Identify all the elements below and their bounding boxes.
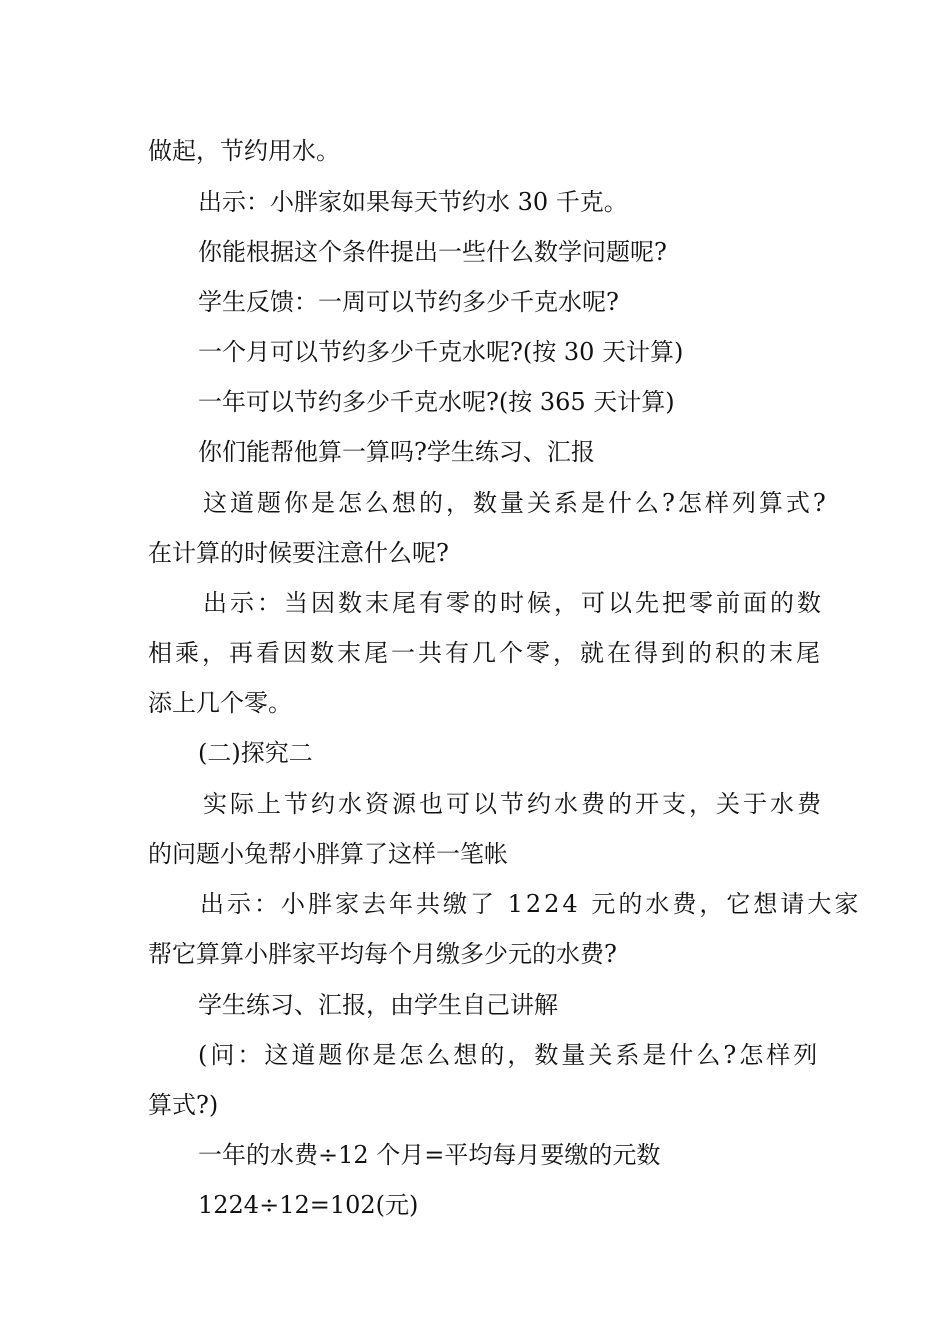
text-line: 这道题你是怎么想的，数量关系是什么?怎样列算式? bbox=[203, 489, 829, 517]
formula-line: 一年的水费÷12 个月=平均每月要缴的元数 bbox=[198, 1141, 661, 1169]
text-line: 你们能帮他算一算吗?学生练习、汇报 bbox=[198, 438, 595, 466]
text-line: 的问题小兔帮小胖算了这样一笔帐 bbox=[148, 840, 508, 868]
text-line: 出示：小胖家去年共缴了 1224 元的水费，它想请大家 bbox=[200, 890, 862, 918]
text-line: 算式?) bbox=[148, 1091, 219, 1119]
text-line: 相乘，再看因数末尾一共有几个零，就在得到的积的末尾 bbox=[148, 639, 823, 667]
text-line: 在计算的时候要注意什么呢? bbox=[148, 539, 449, 567]
text-line: 帮它算算小胖家平均每个月缴多少元的水费? bbox=[148, 940, 617, 968]
text-line: 学生练习、汇报，由学生自己讲解 bbox=[198, 991, 558, 1019]
formula-line: 1224÷12=102(元) bbox=[198, 1191, 419, 1219]
text-line: 一年可以节约多少千克水呢?(按 365 天计算) bbox=[198, 388, 675, 416]
text-line: 做起，节约用水。 bbox=[148, 137, 340, 165]
text-line: (问：这道题你是怎么想的，数量关系是什么?怎样列 bbox=[198, 1041, 821, 1069]
text-line: 添上几个零。 bbox=[148, 689, 292, 717]
text-line: 出示：小胖家如果每天节约水 30 千克。 bbox=[198, 188, 628, 216]
text-line: 实际上节约水资源也可以节约水费的开支，关于水费 bbox=[203, 790, 824, 818]
text-line: 出示：当因数末尾有零的时候，可以先把零前面的数 bbox=[203, 589, 824, 617]
section-heading: (二)探究二 bbox=[198, 739, 313, 767]
text-line: 一个月可以节约多少千克水呢?(按 30 天计算) bbox=[198, 338, 684, 366]
text-line: 你能根据这个条件提出一些什么数学问题呢? bbox=[198, 238, 667, 266]
text-line: 学生反馈：一周可以节约多少千克水呢? bbox=[198, 288, 619, 316]
